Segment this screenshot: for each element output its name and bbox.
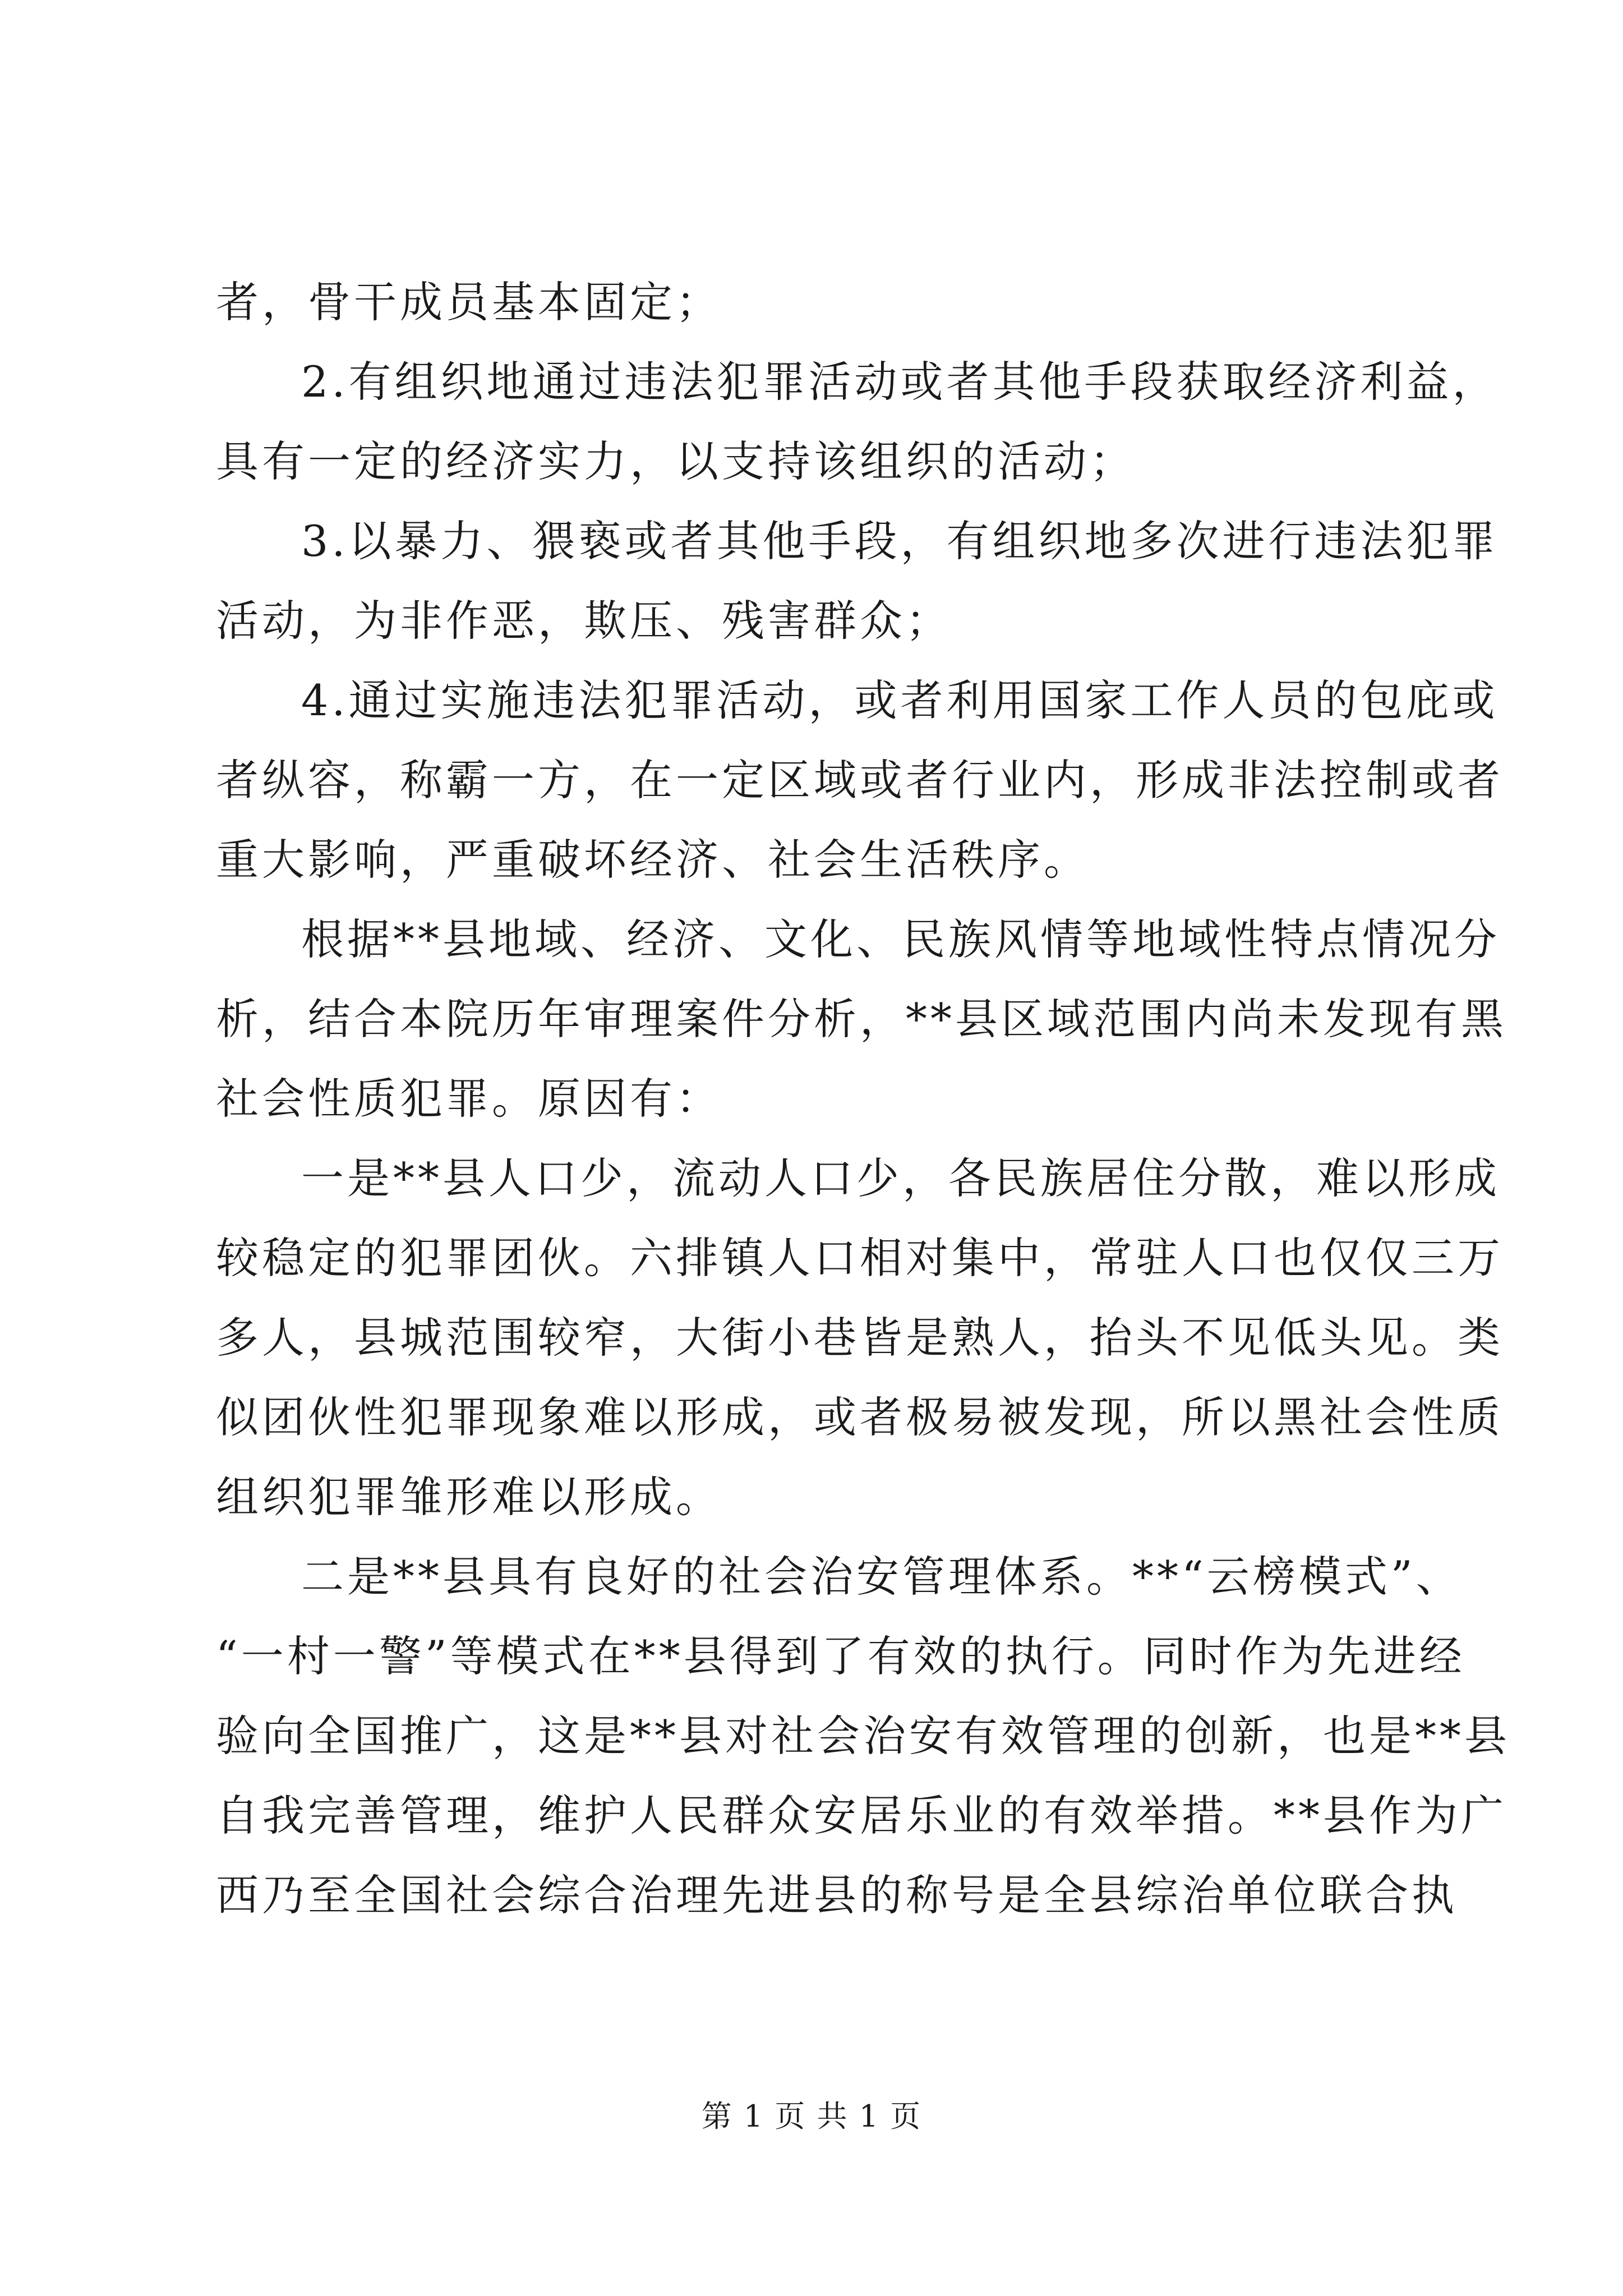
text-line: 4.通过实施违法犯罪活动，或者利用国家工作人员的包庇或 <box>301 675 1498 725</box>
body-text <box>216 263 1510 1935</box>
text-line: 2.有组织地通过违法犯罪活动或者其他手段获取经济利益， <box>301 357 1498 407</box>
page-footer: 第 1 页 共 1 页 <box>701 2099 922 2134</box>
text-line: 组织犯罪雏形难以形成。 <box>216 1472 722 1522</box>
text-line: 活动，为非作恶，欺压、残害群众； <box>216 596 952 646</box>
text-line: 析，结合本院历年审理案件分析，**县区域范围内尚未发现有黑 <box>216 994 1507 1044</box>
text-line: 重大影响，严重破坏经济、社会生活秩序。 <box>216 835 1090 885</box>
text-line: 根据**县地域、经济、文化、民族风情等地域性特点情况分 <box>301 914 1500 964</box>
text-line: 者，骨干成员基本固定； <box>216 277 722 327</box>
text-line: 社会性质犯罪。原因有： <box>216 1074 722 1124</box>
text-line: 西乃至全国社会综合治理先进县的称号是全县综治单位联合执 <box>216 1870 1458 1920</box>
text-line: 者纵容，称霸一方，在一定区域或者行业内，形成非法控制或者 <box>216 755 1504 805</box>
text-line: 多人，县城范围较窄，大街小巷皆是熟人，抬头不见低头见。类 <box>216 1313 1504 1363</box>
text-line: 二是**县具有良好的社会治安管理体系。**“云榜模式”、 <box>301 1552 1462 1602</box>
text-line: 似团伙性犯罪现象难以形成，或者极易被发现，所以黑社会性质 <box>216 1392 1504 1442</box>
text-line: 自我完善管理，维护人民群众安居乐业的有效举措。**县作为广 <box>216 1791 1507 1841</box>
text-line: 具有一定的经济实力，以支持该组织的活动； <box>216 436 1136 486</box>
text-line: 3.以暴力、猥亵或者其他手段，有组织地多次进行违法犯罪 <box>301 516 1498 566</box>
text-line: 较稳定的犯罪团伙。六排镇人口相对集中，常驻人口也仅仅三万 <box>216 1233 1504 1283</box>
text-line: “一村一警”等模式在**县得到了有效的执行。同时作为先进经 <box>216 1631 1465 1681</box>
text-line: 一是**县人口少，流动人口少，各民族居住分散，难以形成 <box>301 1153 1500 1203</box>
text-line: 验向全国推广，这是**县对社会治安有效管理的创新，也是**县 <box>216 1711 1510 1761</box>
